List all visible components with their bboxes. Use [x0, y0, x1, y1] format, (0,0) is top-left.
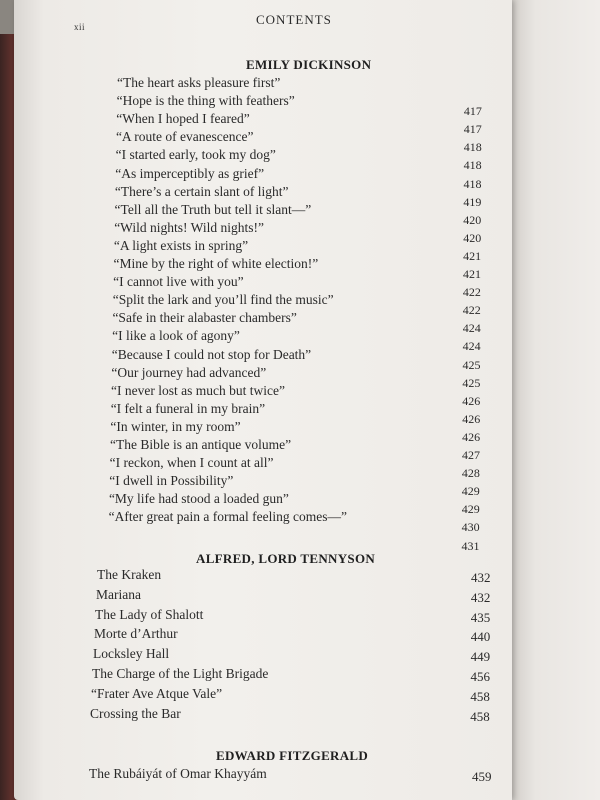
section-author-heading: EDWARD FITZGERALD [216, 748, 369, 763]
toc-entry-page: 458 [470, 708, 490, 724]
toc-entry-title: “Because I could not stop for Death” [111, 346, 312, 362]
toc-entry-title: “There’s a certain slant of light” [114, 183, 289, 199]
toc-entry-title: The Charge of the Light Brigade [92, 666, 269, 681]
toc-entry-title: “I dwell in Possibility” [109, 473, 234, 489]
section-author-heading: ALFRED, LORD TENNYSON [196, 551, 376, 566]
toc-entry-page: 429 [461, 484, 480, 499]
toc-entry-page: 418 [463, 176, 482, 191]
toc-entry-title: “Tell all the Truth but tell it slant—” [114, 201, 312, 217]
toc-entry-title: “Wild nights! Wild nights!” [114, 219, 264, 235]
page-folio: xii [74, 22, 86, 32]
toc-entry-page: 425 [462, 357, 481, 372]
toc-entry-title: “Our journey had advanced” [111, 364, 267, 380]
toc-entry-title: “I like a look of agony” [112, 328, 240, 344]
toc-entry-title: “My life had stood a loaded gun” [108, 491, 289, 507]
toc-entry-page: 440 [470, 629, 491, 645]
toc-entry-title: Crossing the Bar [90, 705, 181, 721]
toc-entry-title: “A light exists in spring” [113, 237, 249, 253]
toc-entry-title: “After great pain a formal feeling comes—” [108, 509, 347, 525]
toc-entry-page: 422 [462, 303, 481, 318]
toc-entry-title: “As imperceptibly as grief” [115, 165, 265, 181]
facing-page [508, 0, 600, 800]
toc-entry-page: 459 [472, 769, 492, 784]
toc-entry-page: 426 [462, 429, 481, 444]
toc-entry-page: 424 [462, 321, 481, 336]
toc-entry-title: The Lady of Shalott [95, 606, 204, 622]
toc-entry-title: “I reckon, when I count at all” [109, 455, 274, 471]
toc-entry-page: 426 [462, 393, 481, 408]
toc-entry-page: 427 [462, 448, 480, 462]
toc-entry-title: “Safe in their alabaster chambers” [112, 310, 297, 326]
toc-entry-page: 431 [461, 538, 480, 553]
toc-entry-page: 420 [463, 230, 482, 245]
toc-entry-title: “A route of evanescence” [115, 129, 254, 145]
toc-entry-page: 428 [461, 466, 480, 481]
toc-entry-page: 430 [461, 520, 480, 535]
toc-entry-page: 429 [461, 502, 480, 517]
contents-page [14, 0, 512, 800]
toc-entry-title: “The heart asks pleasure first” [117, 75, 281, 90]
toc-entry-page: 432 [470, 589, 491, 605]
toc-entry-page: 426 [462, 411, 481, 426]
toc-entry-page: 421 [463, 248, 482, 263]
toc-entry-title: The Kraken [97, 567, 162, 582]
toc-entry-page: 449 [470, 649, 491, 665]
toc-entry-page: 456 [470, 669, 490, 684]
toc-entry-title: Morte d’Arthur [94, 626, 178, 642]
toc-entry-page: 425 [462, 375, 481, 390]
toc-entry-page: 417 [463, 122, 482, 137]
toc-entry-page: 422 [462, 285, 481, 300]
toc-entry-title: “Hope is the thing with feathers” [116, 93, 295, 109]
toc-entry-page: 432 [471, 570, 491, 585]
toc-entry-page: 417 [463, 104, 482, 119]
section-author-heading: EMILY DICKINSON [246, 57, 372, 72]
toc-entry-page: 458 [470, 688, 490, 704]
toc-entry-title: “Split the lark and you’ll find the music” [112, 292, 334, 308]
toc-entry-page: 424 [462, 339, 481, 354]
toc-entry-page: 421 [463, 267, 481, 281]
toc-entry-page: 419 [463, 194, 482, 209]
running-head: CONTENTS [256, 12, 332, 27]
toc-entry-title: “I felt a funeral in my brain” [110, 400, 266, 416]
toc-entry-title: “Mine by the right of white election!” [113, 256, 319, 271]
toc-entry-title: “In winter, in my room” [110, 418, 241, 434]
toc-entry-page: 435 [470, 609, 491, 625]
toc-entry-title: The Rubáiyát of Omar Khayyám [89, 766, 267, 781]
toc-entry-page: 418 [463, 140, 482, 155]
toc-entry-title: “I started early, took my dog” [115, 147, 276, 163]
toc-entry-title: Locksley Hall [93, 646, 170, 662]
toc-entry-title: “I cannot live with you” [113, 274, 244, 290]
toc-entry-title: “Frater Ave Atque Vale” [91, 685, 223, 701]
toc-entry-title: “I never lost as much but twice” [111, 382, 285, 398]
toc-entry-title: “When I hoped I feared” [116, 111, 250, 127]
toc-entry-title: Mariana [96, 586, 141, 602]
toc-entry-title: “The Bible is an antique volume” [110, 437, 292, 452]
toc-entry-page: 418 [463, 158, 482, 173]
toc-entry-page: 420 [463, 212, 482, 227]
